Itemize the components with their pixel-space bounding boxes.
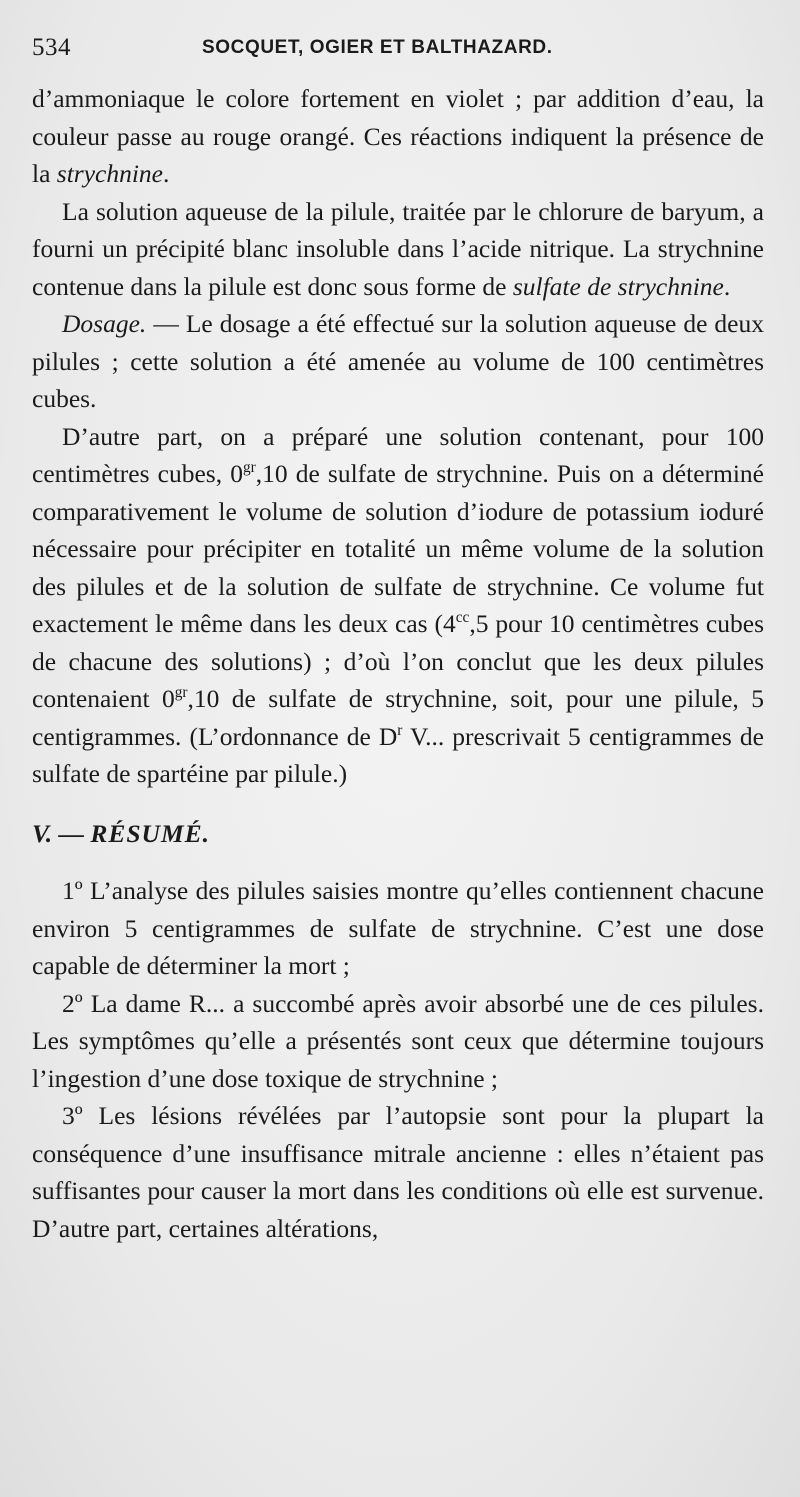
- text-run: ,5 pour 10 centimètres cubes de chacune des solutions) ; d’où l’on conclut que les deux pilules contenaient 0: [32, 609, 764, 713]
- page-header: [32, 34, 762, 68]
- summary-item-2: 2º La dame R... a succombé après avoir absorbé une de ces pilules. Les symptômes qu’elle a présentés sont ceux que détermine toujours l’ingestion d’une dose toxique de strychnine ;: [32, 988, 764, 1093]
- summary-item-3: 3º Les lésions révélées par l’autopsie sont pour la plupart la conséquence d’une insuffisance mitrale ancienne : elles n’étaient pas suffisantes pour causer la mort dans les conditions où elle est survenue. D’autre part, certaines altérations,: [32, 1101, 764, 1243]
- title-superscript: r: [397, 721, 403, 739]
- italic-term: sulfate de strychnine: [512, 271, 724, 301]
- page-body: [32, 80, 764, 1247]
- text-run: ,10 de sulfate de strychnine, soit, pour une pilule, 5 centigrammes. (L’ordonnance de D: [32, 684, 764, 751]
- text-run: La solution aqueuse de la pilule, traitée par le chlorure de baryum, a fourni un précipité blanc insoluble dans l’acide nitrique. La strychnine contenue dans la pilule est donc sous forme de: [32, 196, 764, 301]
- section-heading: [32, 793, 764, 873]
- paragraph-baryum: [32, 193, 764, 306]
- text-run: ,10 de sulfate de strychnine. Puis on a déterminé comparativement le volume de solution d’iodure de potassium ioduré nécessaire pour précipiter en totalité un même volume de la solution des pilules et de la solution de sulfate de strychnine. Ce volume fut exactement le même dans les deux cas (4: [32, 459, 764, 638]
- italic-lead: Dosage.: [62, 309, 147, 338]
- section-number: V. —: [32, 818, 91, 848]
- text-run: — Le dosage a été effectué sur la solution aqueuse de deux pilules ; cette solution a été amenée au volume de 100 centimètres cubes.: [32, 309, 764, 413]
- text-run: D’autre part, on a préparé une solution contenant, pour 100 centimètres cubes, 0: [32, 421, 764, 488]
- unit-superscript: gr: [174, 684, 188, 701]
- paragraph-dosage: [32, 305, 764, 418]
- text-run: d’ammoniaque le colore fortement en violet ; par addition d’eau, la couleur passe au rouge orangé. Ces réactions indiquent la présence de la: [32, 84, 764, 188]
- unit-superscript: cc: [455, 609, 470, 626]
- text-run: .: [723, 271, 731, 301]
- section-title: RÉSUMÉ.: [90, 818, 211, 848]
- text-run: .: [163, 159, 170, 188]
- paragraph-continuation: [32, 80, 764, 193]
- running-title: SOCQUET, OGIER ET BALTHAZARD.: [202, 37, 553, 58]
- paragraph-comparison: [32, 418, 764, 793]
- page-number: 534: [32, 34, 71, 61]
- summary-item-1: 1º L’analyse des pilules saisies montre qu’elles contiennent chacune environ 5 centigrammes de sulfate de strychnine. C’est une dose capable de déterminer la mort ;: [32, 876, 764, 980]
- text-run: V... prescrivait 5 centigrammes de sulfate de spartéine par pilule.): [32, 721, 764, 788]
- italic-term: strychnine: [56, 159, 164, 188]
- unit-superscript: gr: [242, 459, 256, 476]
